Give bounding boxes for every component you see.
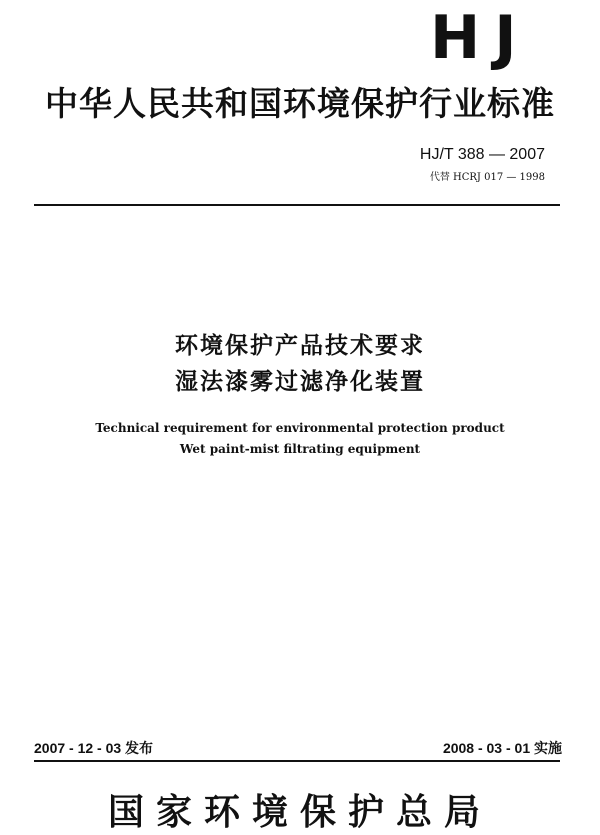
title-chinese-line-1: 环境保护产品技术要求: [175, 333, 425, 359]
standard-type-heading: 中华人民共和国环境保护行业标准: [45, 84, 555, 123]
issuing-authority: 国家环境保护总局: [107, 792, 492, 833]
issue-date: 2007 - 12 - 03 发布: [34, 740, 154, 756]
standard-number: HJ/T 388 — 2007: [419, 146, 545, 163]
title-chinese-line-2: 湿法漆雾过滤净化装置: [175, 369, 425, 395]
replaces-standard: 代替 HCRJ 017 — 1998: [429, 172, 545, 183]
title-english-line-2: Wet paint-mist filtrating equipment: [179, 442, 421, 456]
implementation-date: 2008 - 03 - 01 实施: [442, 740, 562, 756]
top-divider: [34, 204, 560, 206]
bottom-divider: [34, 760, 560, 762]
hj-logo: HJ: [430, 3, 531, 73]
title-english-line-1: Technical requirement for environmental protection product: [95, 421, 505, 435]
